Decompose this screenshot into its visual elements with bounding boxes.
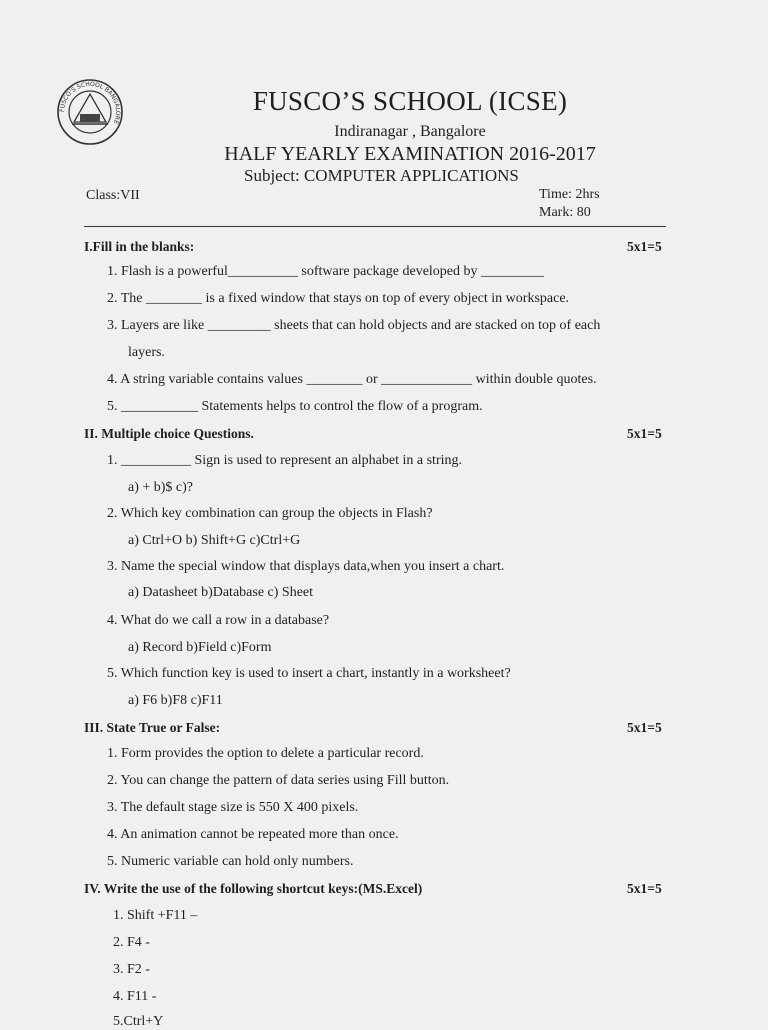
- question-line: 1. Flash is a powerful__________ software package developed by _________: [107, 264, 545, 279]
- section-marks: 5x1=5: [627, 426, 662, 441]
- school-name: FUSCO’S SCHOOL (ICSE): [252, 86, 568, 116]
- section-marks: 5x1=5: [627, 881, 662, 896]
- question-line: 4. What do we call a row in a database?: [107, 613, 330, 628]
- question-line: 1. Form provides the option to delete a particular record.: [107, 746, 424, 761]
- school-location: Indiranagar , Bangalore: [334, 123, 486, 140]
- option-line: a) Record b)Field c)Form: [128, 640, 272, 655]
- section-title: IV. Write the use of the following shortcut keys:(MS.Excel): [84, 881, 423, 896]
- question-line: 2. Which key combination can group the objects in Flash?: [107, 506, 433, 521]
- section-marks: 5x1=5: [627, 239, 662, 254]
- option-line: a) Datasheet b)Database c) Sheet: [128, 585, 314, 600]
- svg-text:FUSCO'S SCHOOL BANGALORE: FUSCO'S SCHOOL BANGALORE: [58, 80, 122, 125]
- time-label: Time: 2hrs: [539, 187, 600, 202]
- header-divider: [84, 226, 666, 227]
- question-line: 1. Shift +F11 –: [113, 908, 198, 923]
- option-line: a) Ctrl+O b) Shift+G c)Ctrl+G: [128, 533, 301, 548]
- question-line: 2. You can change the pattern of data series using Fill button.: [107, 773, 450, 788]
- question-line: 1. __________ Sign is used to represent an alphabet in a string.: [107, 453, 462, 468]
- question-line: 3. Layers are like _________ sheets that can hold objects and are stacked on top of each: [107, 318, 601, 333]
- mark-label: Mark: 80: [539, 205, 591, 220]
- section-title: II. Multiple choice Questions.: [84, 426, 254, 441]
- question-line: 5. Which function key is used to insert a chart, instantly in a worksheet?: [107, 666, 511, 681]
- section-title: I.Fill in the blanks:: [84, 239, 195, 254]
- subject: Subject: COMPUTER APPLICATIONS: [244, 166, 519, 185]
- section-title: III. State True or False:: [84, 720, 221, 735]
- question-line: 3. The default stage size is 550 X 400 pixels.: [107, 800, 359, 815]
- question-line: 3. Name the special window that displays data,when you insert a chart.: [107, 559, 505, 574]
- option-line: a) + b)$ c)?: [128, 480, 194, 495]
- class-label: Class:VII: [86, 188, 140, 203]
- question-line: 2. The ________ is a fixed window that stays on top of every object in workspace.: [107, 291, 570, 306]
- exam-title: HALF YEARLY EXAMINATION 2016-2017: [224, 143, 596, 165]
- question-line: layers.: [128, 345, 165, 360]
- question-line: 4. A string variable contains values ________ or _____________ within double quotes.: [107, 372, 597, 387]
- question-line: 3. F2 -: [113, 962, 150, 977]
- question-line: 5. Numeric variable can hold only numbers.: [107, 854, 354, 869]
- section-marks: 5x1=5: [627, 720, 662, 735]
- question-line: 5.Ctrl+Y: [113, 1014, 164, 1029]
- question-line: 5. ___________ Statements helps to control the flow of a program.: [107, 399, 483, 414]
- question-line: 2. F4 -: [113, 935, 150, 950]
- question-line: 4. F11 -: [113, 989, 157, 1004]
- question-line: 4. An animation cannot be repeated more than once.: [107, 827, 399, 842]
- option-line: a) F6 b)F8 c)F11: [128, 693, 223, 708]
